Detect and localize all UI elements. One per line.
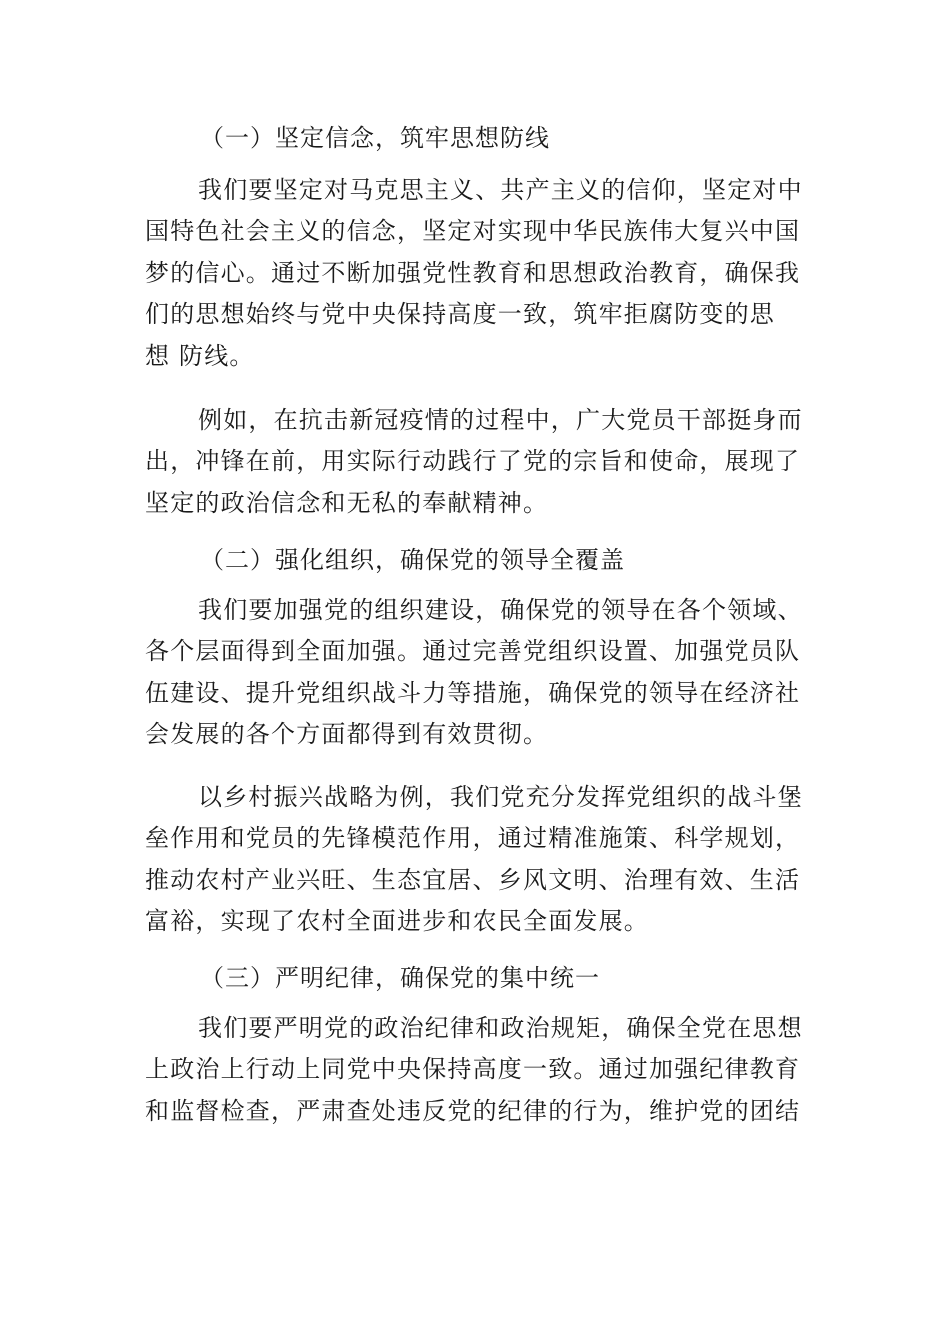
paragraph-line: 我们要严明党的政治纪律和政治规矩，确保全党在思想	[198, 1014, 803, 1042]
paragraph-line: 会发展的各个方面都得到有效贯彻。	[145, 720, 549, 749]
paragraph-line: 推动农村产业兴旺、生态宜居、乡风文明、治理有效、生活	[145, 865, 801, 894]
paragraph-line: 我们要加强党的组织建设，确保党的领导在各个领域、	[198, 596, 803, 624]
paragraph-line: 和监督检查，严肃查处违反党的纪律的行为，维护党的团结	[145, 1096, 801, 1125]
section-heading-3: （三）严明纪律，确保党的集中统一	[200, 964, 600, 992]
paragraph-4	[145, 777, 817, 943]
section-heading-2: （二）强化组织，确保党的领导全覆盖	[200, 546, 625, 574]
section-heading-1: （一）坚定信念，筑牢思想防线	[200, 124, 550, 152]
paragraph-line: 想 防线。	[145, 341, 255, 370]
paragraph-2	[145, 400, 817, 524]
paragraph-3	[145, 590, 817, 756]
paragraph-line: 上政治上行动上同党中央保持高度一致。通过加强纪律教育	[145, 1055, 801, 1084]
paragraph-line: 例如，在抗击新冠疫情的过程中，广大党员干部挺身而	[198, 406, 803, 434]
paragraph-line: 们的思想始终与党中央保持高度一致，筑牢拒腐防变的思	[145, 300, 775, 329]
paragraph-5	[145, 1008, 817, 1132]
paragraph-line: 出，冲锋在前，用实际行动践行了党的宗旨和使命，展现了	[145, 447, 801, 476]
paragraph-line: 富裕，实现了农村全面进步和农民全面发展。	[145, 907, 649, 936]
paragraph-line: 坚定的政治信念和无私的奉献精神。	[145, 488, 549, 517]
paragraph-1	[145, 170, 817, 377]
paragraph-line: 以乡村振兴战略为例，我们党充分发挥党组织的战斗堡	[198, 783, 803, 811]
paragraph-line: 国特色社会主义的信念，坚定对实现中华民族伟大复兴中国	[145, 217, 801, 246]
paragraph-line: 垒作用和党员的先锋模范作用，通过精准施策、科学规划，	[145, 824, 801, 853]
paragraph-line: 梦的信心。通过不断加强党性教育和思想政治教育，确保我	[145, 258, 801, 287]
paragraph-line: 各个层面得到全面加强。通过完善党组织设置、加强党员队	[145, 637, 801, 666]
paragraph-line: 伍建设、提升党组织战斗力等措施，确保党的领导在经济社	[145, 678, 801, 707]
paragraph-line: 我们要坚定对马克思主义、共产主义的信仰，坚定对中	[198, 176, 803, 204]
